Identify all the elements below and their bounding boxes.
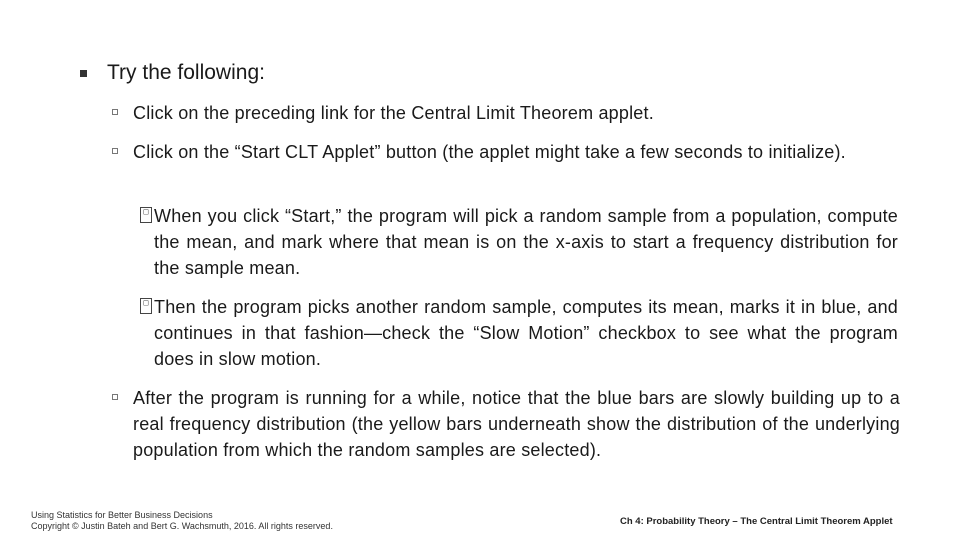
hollow-square-icon xyxy=(112,394,118,400)
sub-list-item-text: Then the program picks another random sample, computes its mean, marks it in blue, and continues in that fashion—check the “Slow Motion” checkbox to see what the program does in slow motion. xyxy=(154,297,898,369)
hollow-square-icon xyxy=(112,109,118,115)
sub-list-item xyxy=(140,294,898,372)
footer-left xyxy=(31,510,333,532)
list-item xyxy=(108,139,900,165)
list-item xyxy=(108,100,900,126)
hollow-square-icon xyxy=(112,148,118,154)
footer-copyright: Copyright © Justin Bateh and Bert G. Wachsmuth, 2016. All rights reserved. xyxy=(31,521,333,531)
missing-glyph-icon: □ xyxy=(140,298,152,314)
footer-chapter: Ch 4: Probability Theory – The Central Limit Theorem Applet xyxy=(620,516,893,527)
list-item-text: Click on the “Start CLT Applet” button (the applet might take a few seconds to initialize). xyxy=(133,142,846,162)
filled-square-icon xyxy=(80,70,87,77)
sub-list-item xyxy=(140,203,898,281)
missing-glyph-icon: □ xyxy=(140,207,152,223)
list-item xyxy=(108,385,900,463)
footer-book-title: Using Statistics for Better Business Decisions xyxy=(31,510,213,520)
slide-heading: Try the following: xyxy=(107,61,265,84)
sub-list-item-text: When you click “Start,” the program will pick a random sample from a population, compute the mean, and mark where that mean is on the x-axis to start a frequency distribution for the sample mean. xyxy=(154,206,898,278)
list-item-text: Click on the preceding link for the Central Limit Theorem applet. xyxy=(133,103,654,123)
list-item-text: After the program is running for a while, notice that the blue bars are slowly building up to a real frequency distribution (the yellow bars underneath show the distribution of the underlying population from which the random samples are selected). xyxy=(133,388,900,460)
heading-bullet-item xyxy=(80,59,265,87)
